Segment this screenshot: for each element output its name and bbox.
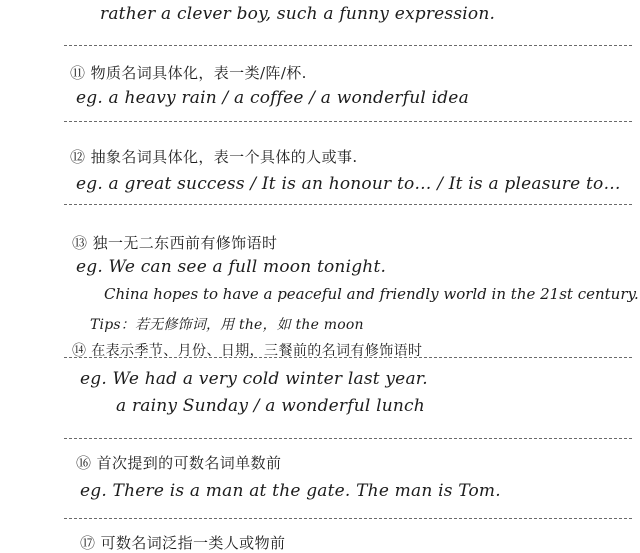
ruled-line [64, 438, 632, 439]
text-line: rather a clever boy, such a funny expression. [100, 4, 496, 24]
ruled-line [64, 518, 632, 519]
example-line: eg. There is a man at the gate. The man is Tom. [80, 481, 501, 501]
section-heading: ⑬ 独一无二东西前有修饰语时 [72, 234, 278, 252]
example-line: eg. a great success / It is an honour to… / It is a pleasure to… [76, 174, 621, 194]
example-line: eg. We had a very cold winter last year. [80, 369, 428, 389]
section-heading: ⑰ 可数名词泛指一类人或物前 [80, 534, 286, 552]
section-heading: ⑯ 首次提到的可数名词单数前 [76, 454, 282, 472]
ruled-line [64, 204, 632, 205]
ruled-line [64, 45, 632, 46]
example-line: a rainy Sunday / a wonderful lunch [116, 396, 425, 416]
section-heading: ⑫ 抽象名词具体化，表一个具体的人或事. [70, 148, 358, 166]
example-line: eg. a heavy rain / a coffee / a wonderful idea [76, 88, 469, 108]
example-line: China hopes to have a peaceful and friendly world in the 21st century. [104, 285, 639, 303]
section-heading: ⑪ 物质名词具体化，表一类/阵/杯. [70, 64, 307, 82]
example-line: eg. We can see a full moon tonight. [76, 257, 387, 277]
section-heading: ⑭ 在表示季节、月份、日期，三餐前的名词有修饰语时 [72, 343, 423, 359]
ruled-line [64, 121, 632, 122]
tip-line: Tips：若无修饰词，用 the，如 the moon [90, 317, 364, 333]
